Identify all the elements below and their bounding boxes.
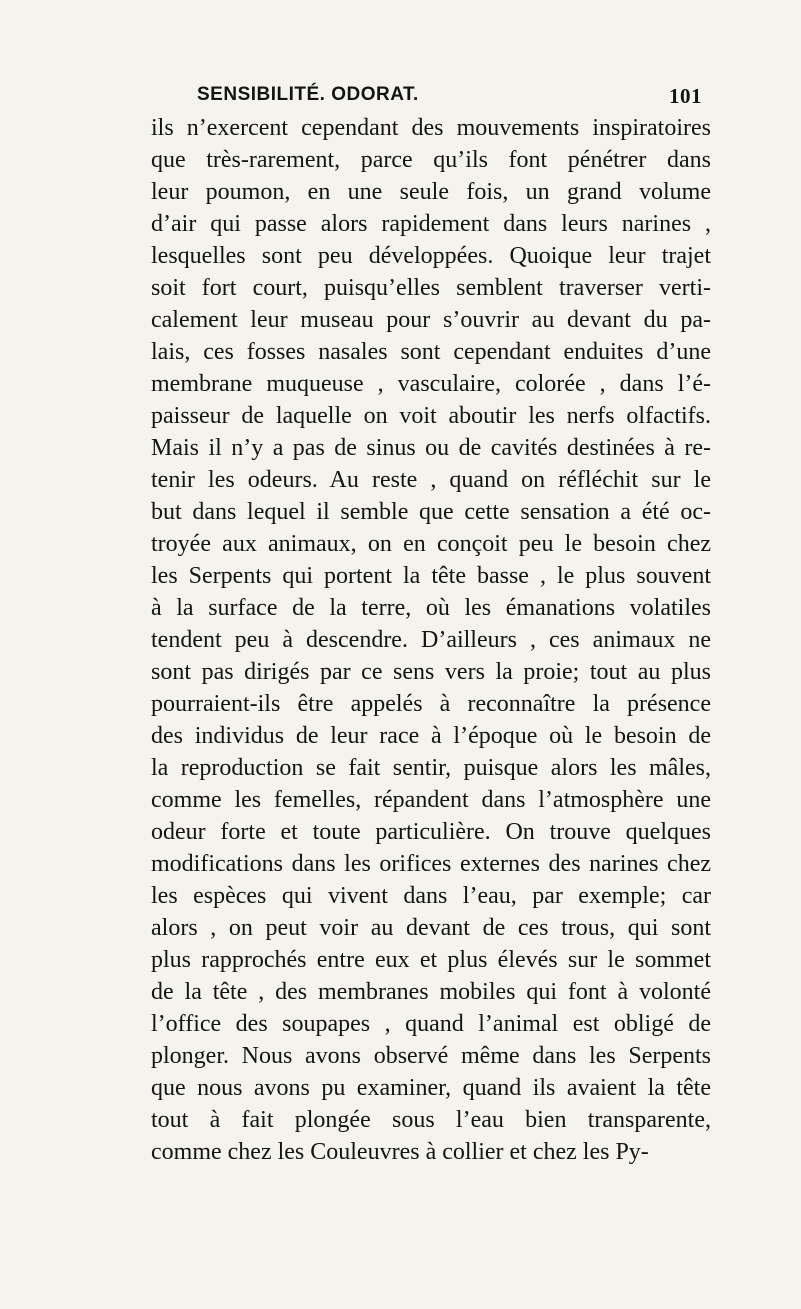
text-line: lesquelles sont peu développées. Quoique leur trajet [151, 243, 711, 269]
text-line: la reproduction se fait sentir, puisque alors les mâles, [151, 755, 711, 781]
text-line: des individus de leur race à l’époque où le besoin de [151, 723, 711, 749]
text-line: tout à fait plongée sous l’eau bien transparente, [151, 1107, 711, 1133]
text-line: odeur forte et toute particulière. On trouve quelques [151, 819, 711, 845]
text-line: plonger. Nous avons observé même dans les Serpents [151, 1043, 711, 1069]
text-line: d’air qui passe alors rapidement dans leurs narines , [151, 211, 711, 237]
text-line: leur poumon, en une seule fois, un grand volume [151, 179, 711, 205]
text-line: alors , on peut voir au devant de ces trous, qui sont [151, 915, 711, 941]
text-line: ils n’exercent cependant des mouvements inspiratoires [151, 115, 711, 141]
text-line: que nous avons pu examiner, quand ils avaient la tête [151, 1075, 711, 1101]
text-line: pourraient-ils être appelés à reconnaître la présence [151, 691, 711, 717]
text-line: que très-rarement, parce qu’ils font pénétrer dans [151, 147, 711, 173]
text-line: tenir les odeurs. Au reste , quand on réfléchit sur le [151, 467, 711, 493]
text-line: paisseur de laquelle on voit aboutir les nerfs olfactifs. [151, 403, 711, 429]
text-line: de la tête , des membranes mobiles qui font à volonté [151, 979, 711, 1005]
text-line: lais, ces fosses nasales sont cependant enduites d’une [151, 339, 711, 365]
text-line: Mais il n’y a pas de sinus ou de cavités destinées à re- [151, 435, 711, 461]
text-line: sont pas dirigés par ce sens vers la proie; tout au plus [151, 659, 711, 685]
text-line: l’office des soupapes , quand l’animal est obligé de [151, 1011, 711, 1037]
text-line: membrane muqueuse , vasculaire, colorée , dans l’é- [151, 371, 711, 397]
text-line: soit fort court, puisqu’elles semblent traverser verti- [151, 275, 711, 301]
text-line: plus rapprochés entre eux et plus élevés sur le sommet [151, 947, 711, 973]
body-text [151, 112, 711, 1168]
text-line: comme chez les Couleuvres à collier et chez les Py- [151, 1139, 649, 1165]
text-line: troyée aux animaux, on en conçoit peu le besoin chez [151, 531, 711, 557]
text-line: comme les femelles, répandent dans l’atmosphère une [151, 787, 711, 813]
running-header [150, 80, 710, 112]
text-line: les espèces qui vivent dans l’eau, par exemple; car [151, 883, 711, 909]
text-line: les Serpents qui portent la tête basse , le plus souvent [151, 563, 711, 589]
text-line: but dans lequel il semble que cette sensation a été oc- [151, 499, 711, 525]
running-title: SENSIBILITÉ. ODORAT. [197, 84, 419, 105]
text-line: calement leur museau pour s’ouvrir au devant du pa- [151, 307, 711, 333]
text-line: à la surface de la terre, où les émanations volatiles [151, 595, 711, 621]
text-line: tendent peu à descendre. D’ailleurs , ces animaux ne [151, 627, 711, 653]
text-line: modifications dans les orifices externes des narines chez [151, 851, 711, 877]
page-number: 101 [669, 84, 702, 108]
